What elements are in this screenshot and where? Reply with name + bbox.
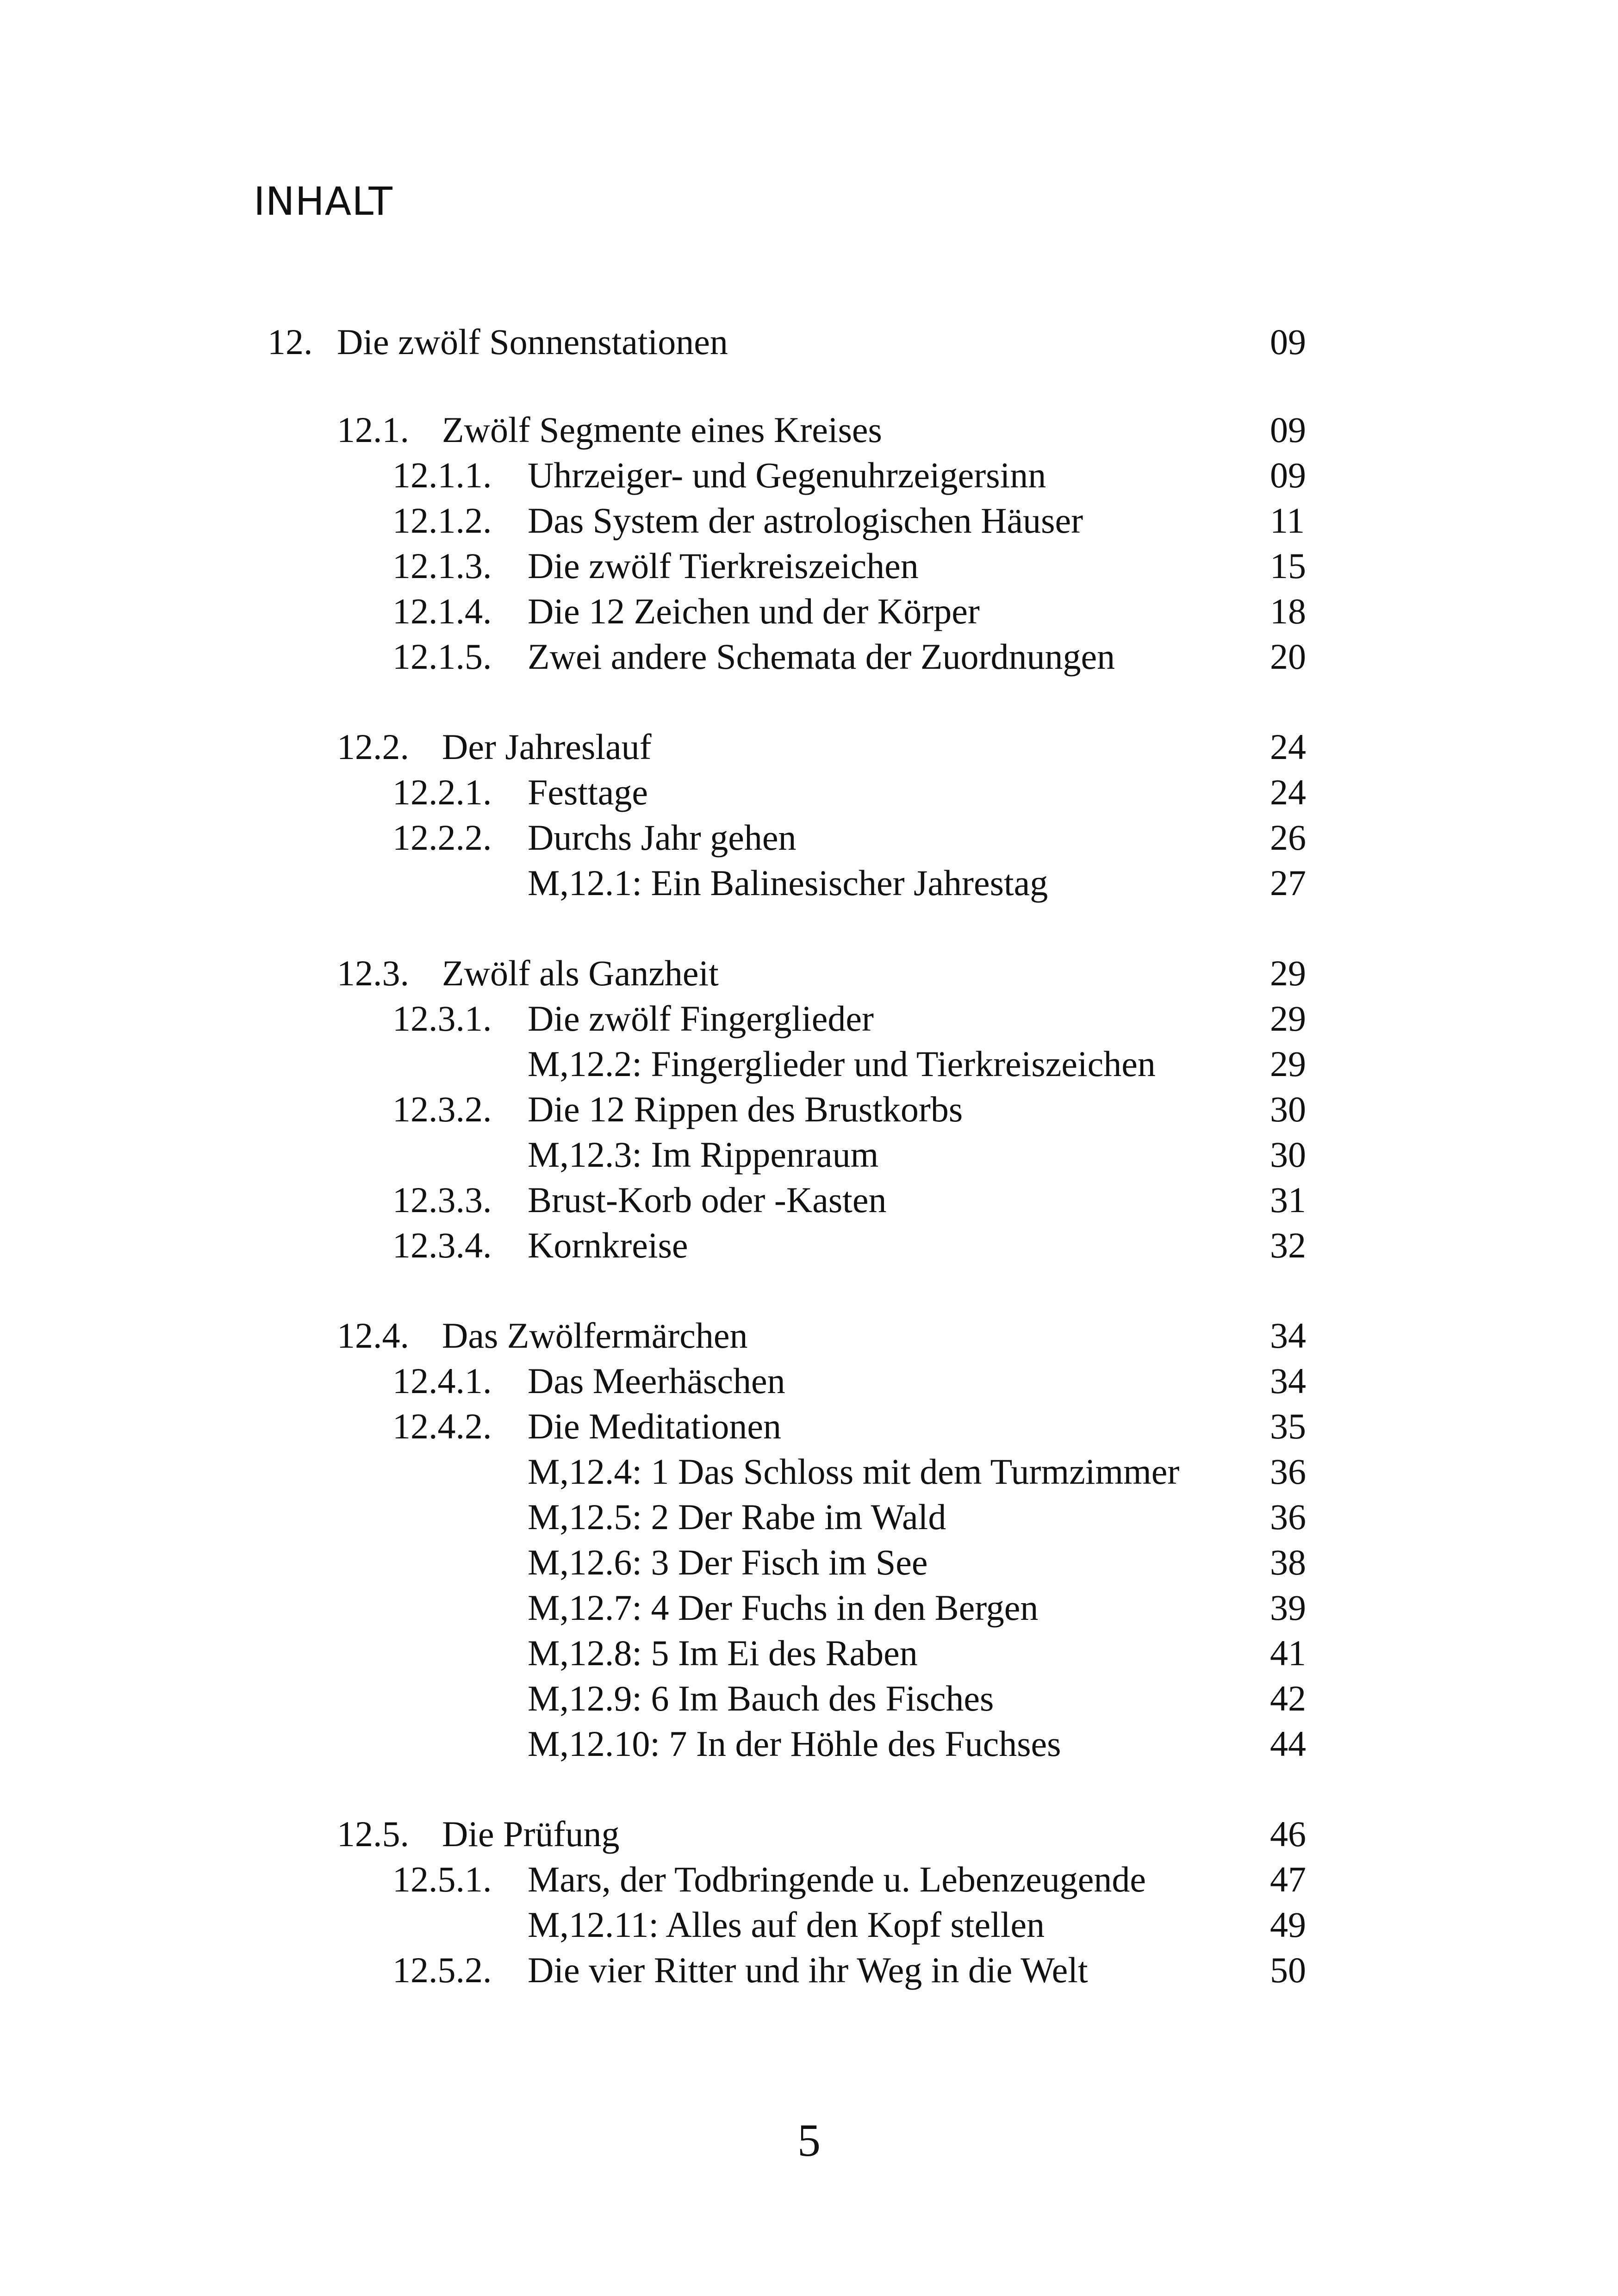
toc-entry-number: 12.3.4. (392, 1225, 492, 1265)
toc-entry-title: M,12.6: 3 Der Fisch im See (528, 1542, 928, 1582)
toc-entry-number: 12.5. (337, 1814, 409, 1854)
toc-entry-title: Das System der astrologischen Häuser (528, 500, 1083, 541)
toc-entry-title: Die 12 Zeichen und der Körper (528, 591, 980, 631)
toc-entry (0, 1177, 1618, 1223)
toc-entry-title: Die zwölf Fingerglieder (528, 998, 874, 1039)
toc-entry (0, 498, 1618, 543)
toc-entry-title: M,12.9: 6 Im Bauch des Fisches (528, 1678, 994, 1718)
toc-entry-number: 12.3.3. (392, 1180, 492, 1220)
toc-entry (0, 1494, 1618, 1540)
toc-entry-title: M,12.5: 2 Der Rabe im Wald (528, 1497, 946, 1537)
toc-entry-number: 12.2. (337, 727, 409, 767)
toc-entry-title: M,12.2: Fingerglieder und Tierkreiszeichen (528, 1044, 1156, 1084)
toc-entry-number: 12.1. (337, 410, 409, 450)
toc-entry-page: 30 (1270, 1134, 1306, 1175)
toc-entry-title: M,12.8: 5 Im Ei des Raben (528, 1633, 918, 1673)
toc-entry (0, 860, 1618, 906)
toc-entry-number: 12.3.2. (392, 1089, 492, 1129)
toc-entry-title: M,12.4: 1 Das Schloss mit dem Turmzimmer (528, 1451, 1180, 1492)
toc-entry-title: M,12.1: Ein Balinesischer Jahrestag (528, 863, 1048, 903)
toc-entry (0, 589, 1618, 634)
toc-entry (0, 453, 1618, 498)
toc-entry (0, 1313, 1618, 1358)
toc-entry-number: 12.4.2. (392, 1406, 492, 1446)
toc-entry (0, 1630, 1618, 1676)
toc-entry-number: 12.3.1. (392, 998, 492, 1039)
toc-entry (0, 1540, 1618, 1585)
toc-entry-page: 15 (1270, 546, 1306, 586)
toc-entry-title: M,12.3: Im Rippenraum (528, 1134, 879, 1175)
toc-entry-page: 44 (1270, 1724, 1306, 1764)
toc-entry-title: Festtage (528, 772, 648, 812)
toc-entry-page: 30 (1270, 1089, 1306, 1129)
toc-entry-page: 36 (1270, 1451, 1306, 1492)
toc-entry (0, 1087, 1618, 1132)
toc-entry (0, 1585, 1618, 1630)
toc-entry (0, 634, 1618, 679)
toc-entry (0, 1857, 1618, 1902)
toc-entry-title: Durchs Jahr gehen (528, 817, 797, 858)
toc-entry-number: 12.2.2. (392, 817, 492, 858)
toc-entry-number: 12.1.2. (392, 500, 492, 541)
toc-entry-page: 34 (1270, 1315, 1306, 1356)
toc-heading: INHALT (254, 179, 393, 224)
toc-entry-page: 46 (1270, 1814, 1306, 1854)
toc-entry-page: 31 (1270, 1180, 1306, 1220)
toc-entry-page: 29 (1270, 998, 1306, 1039)
toc-entry-page: 26 (1270, 817, 1306, 858)
toc-entry (0, 996, 1618, 1041)
toc-entry-page: 27 (1270, 863, 1306, 903)
toc-entry-page: 34 (1270, 1361, 1306, 1401)
toc-entry (0, 1041, 1618, 1087)
toc-entry-title: M,12.11: Alles auf den Kopf stellen (528, 1904, 1045, 1945)
toc-entry-title: Der Jahreslauf (442, 727, 652, 767)
toc-entry-number: 12.1.5. (392, 636, 492, 677)
toc-entry-title: Die 12 Rippen des Brustkorbs (528, 1089, 963, 1129)
toc-entry (0, 770, 1618, 815)
toc-entry (0, 1676, 1618, 1721)
toc-entry-page: 11 (1270, 500, 1305, 541)
toc-entry-number: 12. (268, 322, 313, 362)
toc-entry-page: 39 (1270, 1587, 1306, 1628)
toc-entry-title: Zwölf als Ganzheit (442, 953, 719, 993)
toc-entry-title: Die Meditationen (528, 1406, 782, 1446)
toc-entry-page: 29 (1270, 953, 1306, 993)
toc-entry-page: 41 (1270, 1633, 1306, 1673)
toc-entry (0, 951, 1618, 996)
toc-entry-title: Die zwölf Tierkreiszeichen (528, 546, 919, 586)
toc-entry-page: 50 (1270, 1950, 1306, 1990)
toc-entry-number: 12.3. (337, 953, 409, 993)
toc-entry (0, 1721, 1618, 1767)
toc-entry (0, 1948, 1618, 1993)
toc-entry (0, 543, 1618, 589)
toc-entry-number: 12.4.1. (392, 1361, 492, 1401)
toc-entry (0, 1132, 1618, 1177)
toc-entry-number: 12.5.2. (392, 1950, 492, 1990)
page-number: 5 (797, 2115, 821, 2166)
toc-entry-title: Kornkreise (528, 1225, 688, 1265)
toc-entry-page: 24 (1270, 727, 1306, 767)
toc-entry (0, 1811, 1618, 1857)
toc-entry-title: Brust-Korb oder -Kasten (528, 1180, 887, 1220)
toc-entry-title: M,12.7: 4 Der Fuchs in den Bergen (528, 1587, 1039, 1628)
toc-entry-page: 09 (1270, 322, 1306, 362)
toc-entry-title: Das Zwölfermärchen (442, 1315, 748, 1356)
toc-entry-title: Mars, der Todbringende u. Lebenzeugende (528, 1859, 1146, 1899)
toc-entry (0, 815, 1618, 860)
toc-entry (0, 1449, 1618, 1494)
toc-entry-page: 20 (1270, 636, 1306, 677)
toc-entry-page: 42 (1270, 1678, 1306, 1718)
toc-entry (0, 407, 1618, 453)
toc-entry-title: M,12.10: 7 In der Höhle des Fuchses (528, 1724, 1061, 1764)
toc-entry (0, 1223, 1618, 1268)
toc-entry-number: 12.1.1. (392, 455, 492, 495)
toc-entry-title: Das Meerhäschen (528, 1361, 785, 1401)
toc-entry (0, 1358, 1618, 1404)
toc-entry-page: 47 (1270, 1859, 1306, 1899)
toc-entry (0, 1902, 1618, 1948)
toc-entry-page: 38 (1270, 1542, 1306, 1582)
toc-entry-page: 18 (1270, 591, 1306, 631)
toc-entry-page: 09 (1270, 410, 1306, 450)
toc-entry-title: Die zwölf Sonnenstationen (337, 322, 728, 362)
toc-entry (0, 319, 1618, 365)
toc-entry-number: 12.4. (337, 1315, 409, 1356)
toc-entry-page: 29 (1270, 1044, 1306, 1084)
toc-entry-page: 24 (1270, 772, 1306, 812)
toc-entry-page: 36 (1270, 1497, 1306, 1537)
toc-entry (0, 1404, 1618, 1449)
toc-entry-number: 12.1.4. (392, 591, 492, 631)
toc-entry-title: Uhrzeiger- und Gegenuhrzeigersinn (528, 455, 1046, 495)
toc-entry-page: 32 (1270, 1225, 1306, 1265)
toc-entry-number: 12.2.1. (392, 772, 492, 812)
toc-entry-number: 12.1.3. (392, 546, 492, 586)
toc-entry-page: 35 (1270, 1406, 1306, 1446)
toc-entry-page: 49 (1270, 1904, 1306, 1945)
toc-entry-number: 12.5.1. (392, 1859, 492, 1899)
toc-entry-title: Die Prüfung (442, 1814, 620, 1854)
toc-entry-title: Die vier Ritter und ihr Weg in die Welt (528, 1950, 1088, 1990)
toc-entry-title: Zwölf Segmente eines Kreises (442, 410, 882, 450)
toc-entry (0, 724, 1618, 770)
toc-entry-title: Zwei andere Schemata der Zuordnungen (528, 636, 1115, 677)
toc-entry-page: 09 (1270, 455, 1306, 495)
